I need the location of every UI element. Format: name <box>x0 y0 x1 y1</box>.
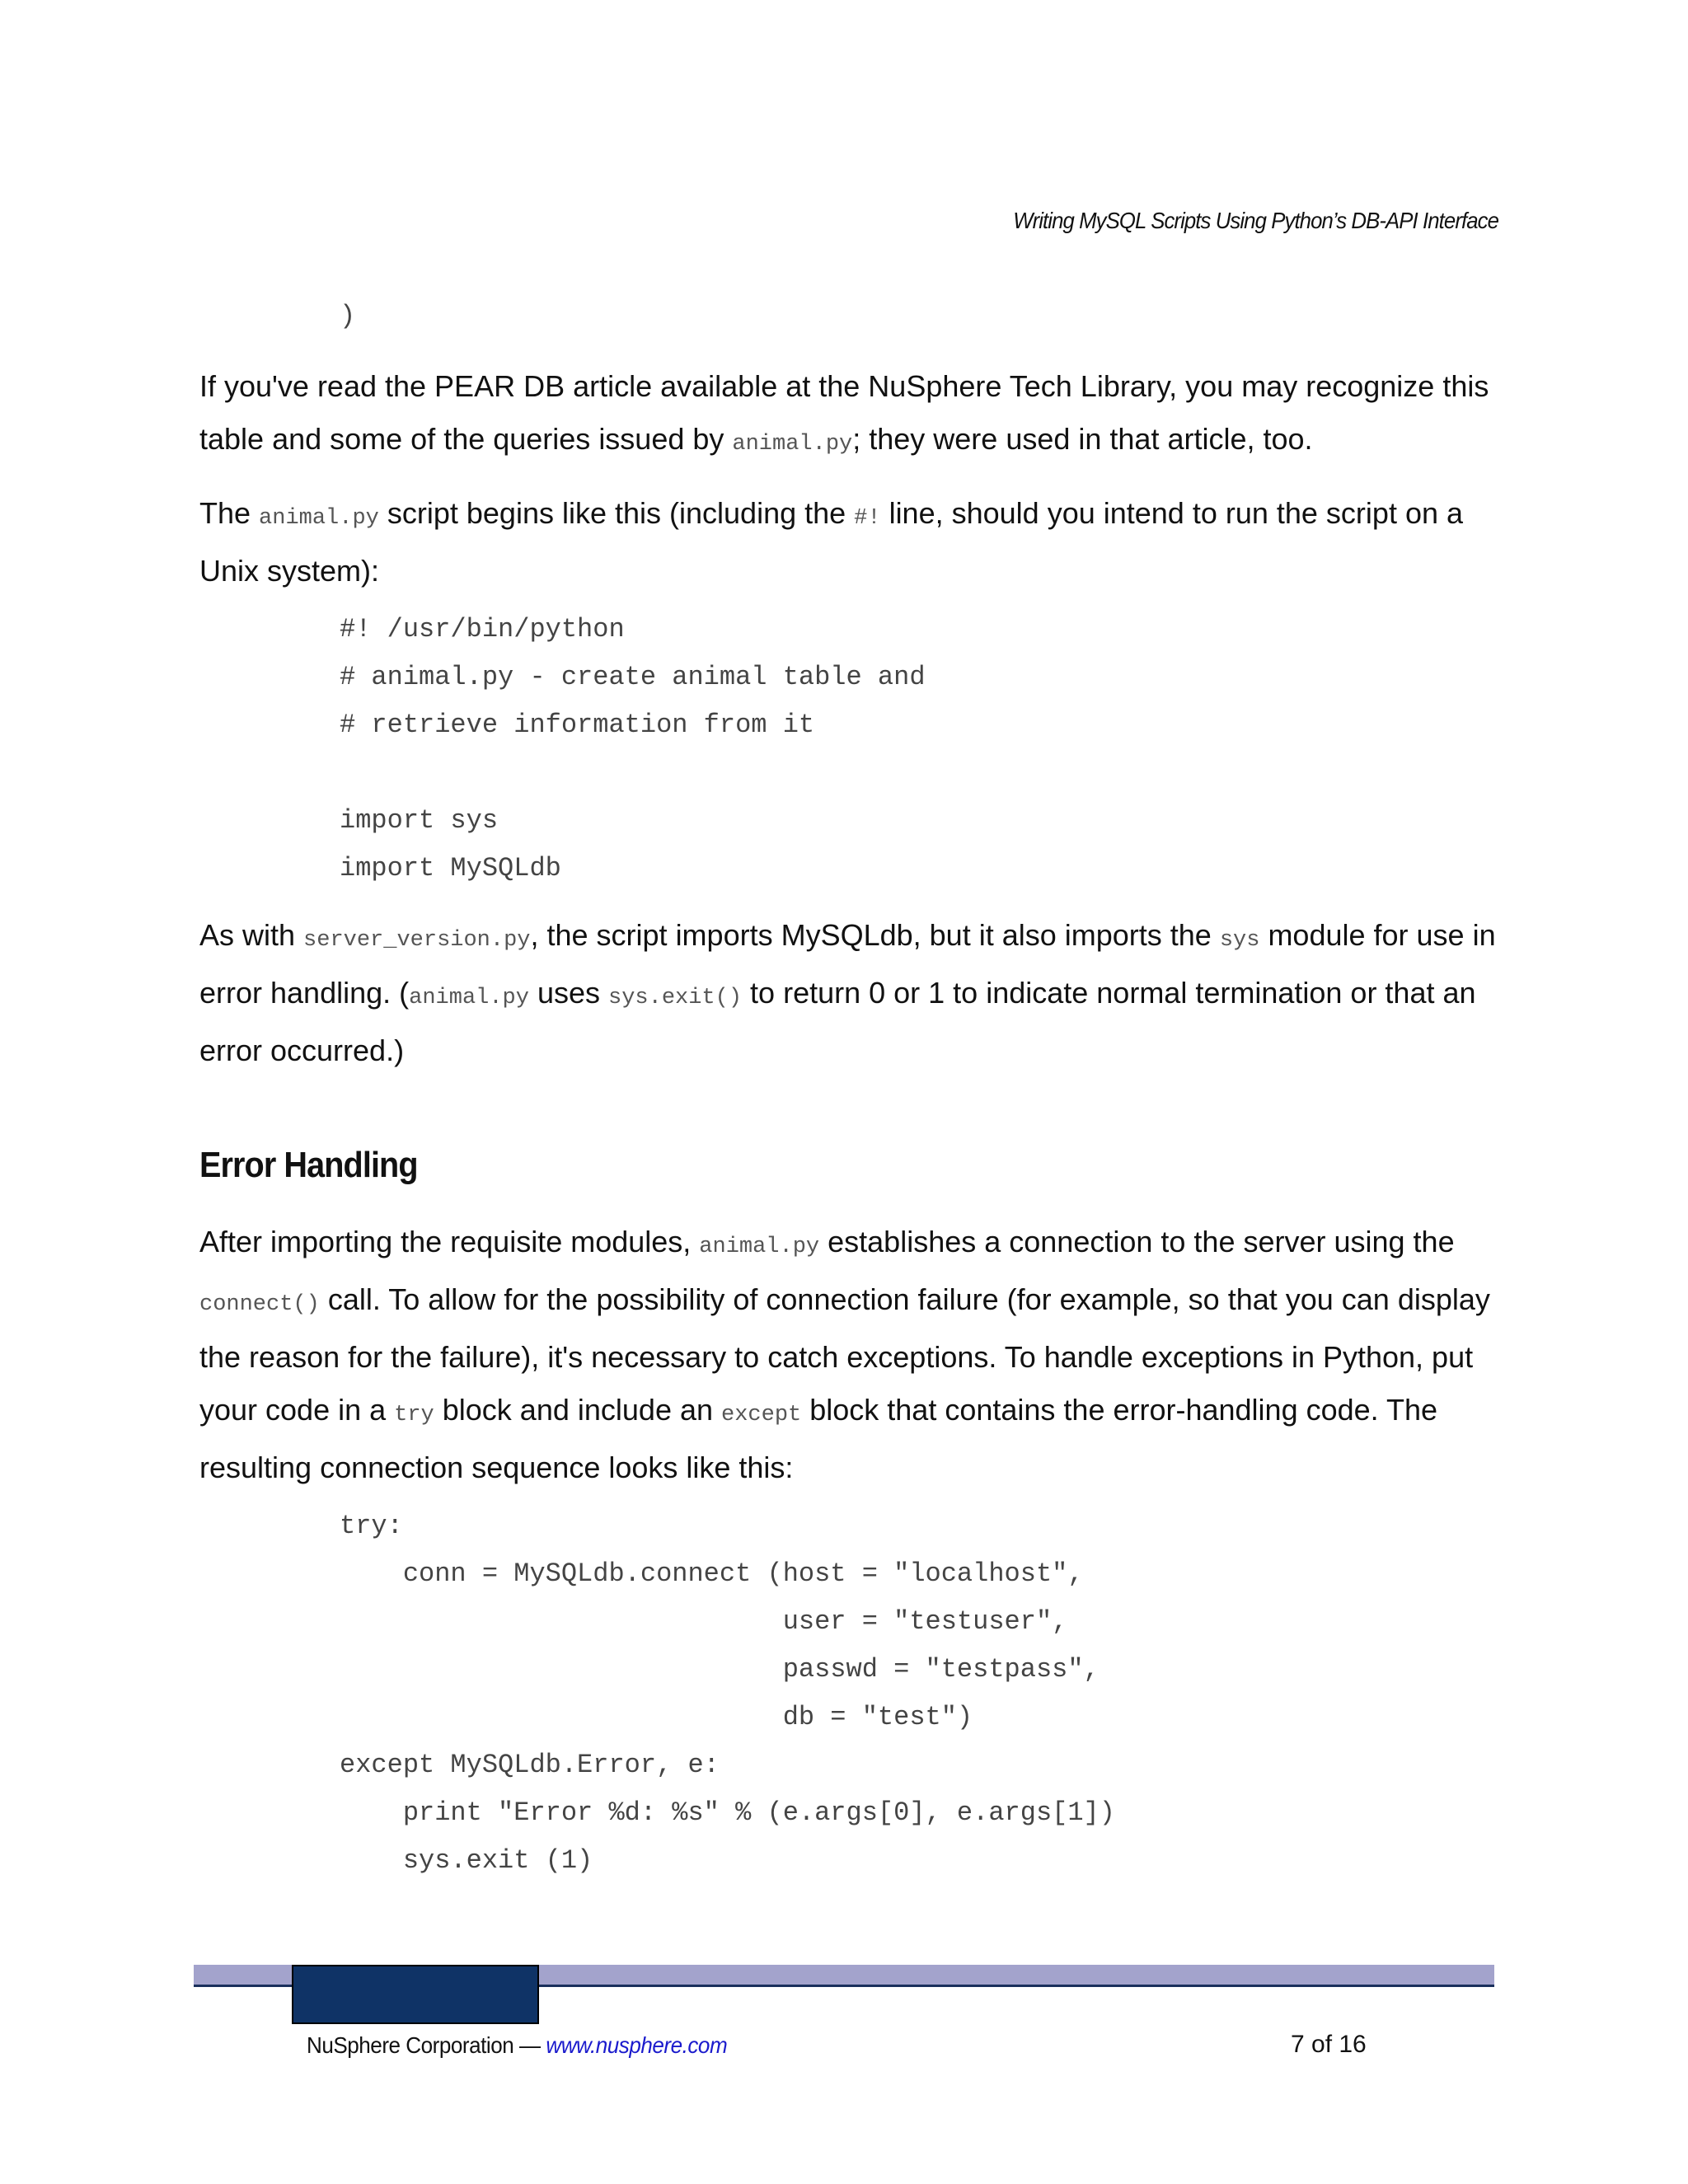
page-number: 7 of 16 <box>1291 2031 1367 2058</box>
section-heading-error-handling: Error Handling <box>199 1145 418 1185</box>
inline-code: server_version.py <box>303 928 531 953</box>
paragraph-script-begins: The animal.py script begins like this (including the #! line, should you intend to run the script on a Unix system): <box>199 496 1464 588</box>
inline-code: #! <box>854 506 881 531</box>
inline-code: sys.exit() <box>608 986 743 1010</box>
paragraph-error-handling: After importing the requisite modules, animal.py establishes a connection to the server using the connect() call. To allow for the possibility of connection failure (for example, so that you can display the reason for the failure), it's necessary to catch exceptions. To handle exceptions in Python, put your code in a try block and include an except block that contains the error-handling code. The resulting connection sequence looks like this: <box>199 1225 1490 1484</box>
paragraph-pear-db: If you've read the PEAR DB article available at the NuSphere Tech Library, you may recognize this table and some of the queries issued by animal.py; they were used in that article, too. <box>199 369 1489 457</box>
inline-code: connect() <box>199 1292 320 1317</box>
code-block-connect: try: conn = MySQLdb.connect (host = "localhost", user = "testuser", passwd = "testpass", db = "test") except MySQLdb.Error, e: print "Error %d: %s" % (e.args[0], e.args[1]) sys.exit (1) <box>340 1511 1115 1876</box>
inline-code: sys <box>1219 928 1260 953</box>
inline-code: animal.py <box>409 986 529 1010</box>
footer-company: NuSphere Corporation — <box>307 2032 546 2058</box>
inline-code: except <box>721 1403 802 1427</box>
page-content <box>199 293 1498 1885</box>
footer-credit <box>307 2032 727 2059</box>
running-header: Writing MySQL Scripts Using Python’s DB-API Interface <box>1013 208 1498 233</box>
inline-code: animal.py <box>699 1235 820 1259</box>
code-block-imports: #! /usr/bin/python # animal.py - create animal table and # retrieve information from it import sys import MySQLdb <box>340 614 926 883</box>
paragraph-imports-explained: As with server_version.py, the script imports MySQLdb, but it also imports the sys module for use in error handling. (animal.py uses sys.exit() to return 0 or 1 to indicate normal termination or that an error occurred.) <box>199 918 1496 1067</box>
inline-code: try <box>394 1403 434 1427</box>
code-fragment-closing-paren: ) <box>340 301 356 331</box>
inline-code: animal.py <box>732 432 853 457</box>
footer-url-link[interactable]: www.nusphere.com <box>546 2032 728 2058</box>
inline-code: animal.py <box>259 506 379 531</box>
footer-logo-block <box>292 1965 539 2024</box>
